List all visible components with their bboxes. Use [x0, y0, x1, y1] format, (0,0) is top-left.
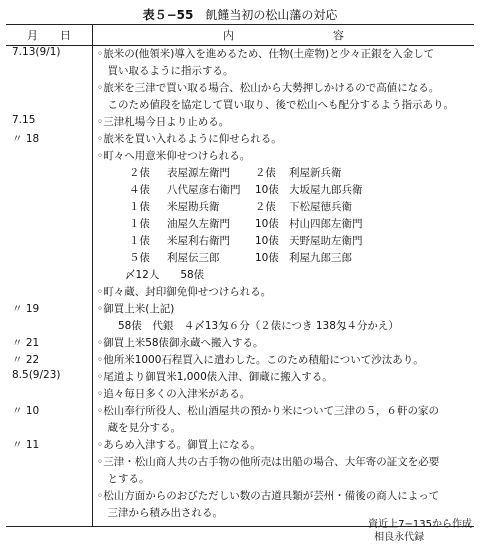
row-date	[6, 80, 93, 114]
allocation-amount: １俵	[129, 235, 150, 247]
row-content	[93, 318, 475, 335]
row-content	[93, 335, 475, 352]
entry-line: ◦松山方面からのおびただしい数の古道具類が芸州・備後の商人によって	[97, 490, 440, 502]
allocation-amount: 10俵	[255, 184, 279, 196]
row-date	[6, 454, 93, 488]
table-row	[6, 80, 474, 114]
entry-line: とする。	[97, 473, 150, 485]
table-body	[6, 46, 474, 527]
row-content	[93, 386, 475, 403]
row-content	[93, 114, 475, 131]
allocation-merchant: 下松屋徳兵衛	[289, 201, 352, 213]
entry-line: ◦御買上米58俵御永蔵へ搬入する。	[97, 337, 264, 349]
row-content	[93, 454, 475, 488]
response-table	[6, 24, 474, 527]
table-row	[6, 488, 474, 522]
row-date: 7.15	[6, 114, 93, 131]
allocation-amount: ２俵	[255, 167, 276, 179]
allocation-merchant: 利屋伝三郎	[167, 252, 220, 264]
table-row	[6, 318, 474, 335]
allocation-merchant: 天野屋助左衛門	[289, 235, 363, 247]
row-date: 〃 19	[6, 301, 93, 318]
allocation-amount: ２俵	[129, 167, 150, 179]
row-content	[93, 301, 475, 318]
table-row	[6, 403, 474, 437]
table-row	[6, 46, 474, 81]
allocation-merchant: 米屋利右衛門	[167, 235, 230, 247]
entry-line: ◦旅米を三津で買い取る場合、松山から大勢押しかけるので高値になる。	[97, 82, 440, 94]
entry-line: ◦町々蔵、封印御免仰せつけられる。	[97, 286, 272, 298]
allocation-amount: 10俵	[255, 218, 279, 230]
entry-line: ◦尾道より御買米1,000俵入津、御蔵に搬入する。	[97, 371, 333, 383]
allocation-amount: ５俵	[129, 252, 150, 264]
entry-line: 蔵を見分する。	[97, 422, 181, 434]
row-date	[6, 148, 93, 165]
table-row	[6, 114, 474, 131]
allocation-grid	[129, 165, 474, 267]
allocation-merchant: 利屋九郎三郎	[289, 252, 352, 264]
row-content	[93, 369, 475, 386]
allocation-amount: 10俵	[255, 252, 279, 264]
entry-line: ◦町々へ用意米仰せつけられる。	[97, 150, 251, 162]
allocation-cell	[93, 165, 475, 284]
content-column-header: 内 容	[93, 25, 475, 46]
allocation-row	[6, 165, 474, 284]
row-date	[6, 488, 93, 522]
table-title	[0, 6, 480, 23]
table-row	[6, 369, 474, 386]
row-content	[93, 131, 475, 148]
row-content	[93, 352, 475, 369]
table-row	[6, 284, 474, 301]
row-content	[93, 488, 475, 522]
row-date: 〃 21	[6, 335, 93, 352]
row-date: 〃 11	[6, 437, 93, 454]
allocation-amount: ４俵	[129, 184, 150, 196]
row-content	[93, 284, 475, 301]
source-line-2: 相良永代録	[374, 532, 425, 543]
entry-line: ◦他所米1000石程買入に遣わした。このため積船について沙汰あり。	[97, 354, 424, 366]
entry-line: このため値段を協定して買い取り、後で松山へも配分するよう指示あり。	[97, 99, 454, 111]
row-date	[6, 386, 93, 403]
source-line-1: 資近上7−135から作成	[368, 519, 472, 530]
table-row	[6, 131, 474, 148]
entry-line: ◦旅米の(他領米)導入を進めるため、仕物(土産物)と少々正銀を入金して	[97, 48, 435, 60]
entry-line: ◦三津・松山商人共の古手物の他所売は出船の場合、大年寄の証文を必要	[97, 456, 440, 468]
allocation-merchant: 大坂屋九郎兵衛	[289, 184, 363, 196]
row-content	[93, 80, 475, 114]
table-row	[6, 386, 474, 403]
entry-line: 三津から積み出される。	[97, 507, 223, 519]
row-date: 〃 22	[6, 352, 93, 369]
entry-line: ◦追々毎日多くの入津米がある。	[97, 388, 251, 400]
row-content	[93, 403, 475, 437]
entry-line: ◦松山奉行所役人、松山酒屋共の預かり米について三津の５，６軒の家の	[97, 405, 439, 417]
entry-line: ◦御買上米(上記)	[97, 303, 175, 315]
table-row	[6, 352, 474, 369]
entry-line: 買い取るように指示する。	[97, 65, 234, 77]
entry-line: ◦旅米を買い入れるように仰せられる。	[97, 133, 282, 145]
header-row	[6, 25, 474, 46]
table-number: 表５−55	[142, 8, 194, 22]
row-date	[6, 284, 93, 301]
row-date	[6, 318, 93, 335]
entry-line: 58俵 代銀 ４〆13匁６分（２俵につき 138匁４分かえ）	[97, 320, 399, 332]
row-date: 〃 10	[6, 403, 93, 437]
allocation-merchant: 利屋新兵衛	[289, 167, 342, 179]
entry-line: ◦あらめ入津する。御買上になる。	[97, 439, 261, 451]
source-note	[368, 518, 472, 544]
spacer-cell	[6, 522, 93, 526]
entry-line: ◦三津札場今日より止める。	[97, 116, 230, 128]
row-content	[93, 437, 475, 454]
row-content	[93, 148, 475, 165]
allocation-amount: ２俵	[255, 201, 276, 213]
allocation-merchant: 米屋勘兵衛	[167, 201, 220, 213]
row-date	[6, 165, 93, 284]
row-date: 8.5(9/23)	[6, 369, 93, 386]
table-row	[6, 148, 474, 165]
allocation-amount: 10俵	[255, 235, 279, 247]
allocation-merchant: 表屋源左衛門	[167, 167, 230, 179]
allocation-merchant: 油屋久左衛門	[167, 218, 230, 230]
allocation-merchant: 村山四郎左衛門	[289, 218, 363, 230]
date-column-header: 月 日	[6, 25, 93, 46]
table-row	[6, 454, 474, 488]
row-content	[93, 46, 475, 81]
row-date: 〃 18	[6, 131, 93, 148]
row-date: 7.13(9/1)	[6, 46, 93, 81]
table-row	[6, 335, 474, 352]
allocation-amount: １俵	[129, 201, 150, 213]
table-row	[6, 301, 474, 318]
allocation-amount: １俵	[129, 218, 150, 230]
table-title-text: 飢饉当初の松山藩の対応	[205, 8, 338, 22]
table-row	[6, 437, 474, 454]
allocation-merchant: 八代屋彦右衛門	[167, 184, 241, 196]
allocation-total: 〆12人 58俵	[125, 269, 205, 281]
